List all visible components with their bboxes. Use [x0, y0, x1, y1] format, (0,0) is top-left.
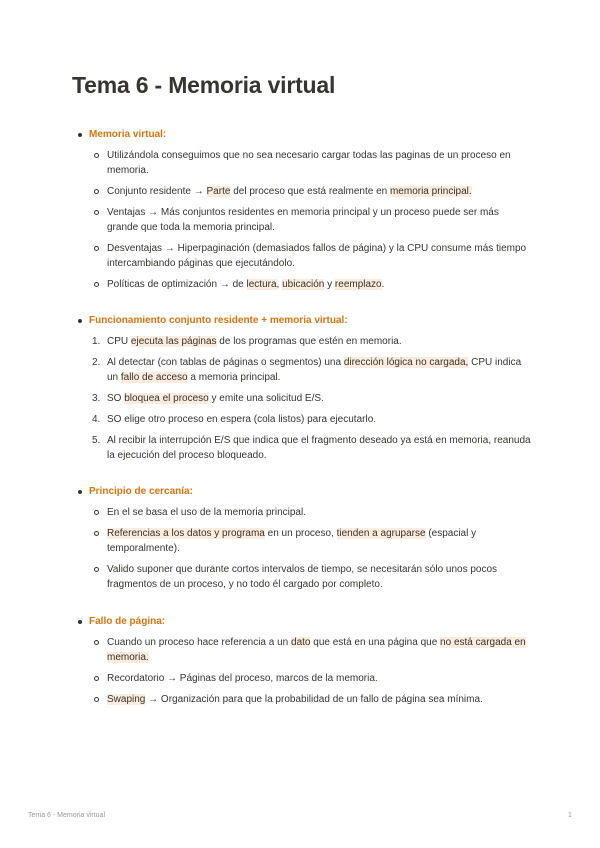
list-item: [72, 148, 532, 178]
item-text: Conjunto residente →: [107, 186, 207, 197]
item-text: CPU: [107, 336, 131, 347]
item-text: Utilizándola conseguimos que no sea necesario cargar todas las paginas de un proceso en memoria.: [107, 150, 511, 176]
item-text: del proceso que está realmente en: [230, 186, 390, 197]
list-item: [72, 505, 532, 520]
section-title: Memoria virtual:: [72, 128, 532, 142]
highlighted-text: bloquea el proceso: [124, 393, 209, 404]
list-number: 4.: [92, 414, 101, 425]
item-text: ,: [276, 279, 283, 290]
list-item: [72, 277, 532, 292]
highlighted-text: lectura: [246, 279, 277, 290]
section-list: [72, 334, 532, 463]
section-title: Funcionamiento conjunto residente + memoria virtual:: [72, 314, 532, 328]
list-item: [72, 526, 532, 556]
highlighted-text: memoria principal.: [389, 186, 472, 197]
list-item: [72, 671, 532, 686]
highlighted-text: dirección lógica no cargada,: [343, 357, 469, 368]
section-funcionamiento: [72, 314, 532, 469]
item-text: Políticas de optimización → de: [107, 279, 247, 290]
item-text: → Organización para que la probabilidad de un fallo de página sea mínima.: [145, 694, 483, 705]
item-text: Valido suponer que durante cortos intervalos de tiempo, se necesitarán sólo unos pocos fragmentos de un proceso, y no todo él cargado por completo.: [107, 564, 498, 590]
section-principio-cercania: [72, 485, 532, 598]
highlighted-text: ubicación: [282, 279, 325, 290]
list-item: [72, 184, 532, 199]
list-number: 3.: [92, 393, 101, 404]
list-item: [72, 433, 532, 463]
footer-title: Tema 6 - Memoria virtual: [28, 812, 106, 819]
highlighted-text: Swaping: [107, 694, 146, 705]
item-text: de los programas que estén en memoria.: [216, 336, 402, 347]
highlighted-text: ejecuta las páginas: [130, 336, 217, 347]
item-text: Al detectar (con tablas de páginas o segmentos) una: [107, 357, 344, 368]
list-item: [72, 391, 532, 406]
list-item: [72, 241, 532, 271]
section-memoria-virtual: [72, 128, 532, 298]
section-list: [72, 635, 532, 707]
highlighted-text: no está cargada en memoria.: [107, 637, 526, 663]
highlighted-text: dato: [291, 637, 311, 648]
item-text: Recordatorio → Páginas del proceso, marcos de la memoria.: [107, 673, 378, 684]
highlighted-text: reemplazo: [334, 279, 382, 290]
item-text: y emite una solicitud E/S.: [208, 393, 324, 404]
section-title: Fallo de página:: [72, 615, 532, 629]
item-text: SO: [107, 393, 125, 404]
list-number: 5.: [92, 435, 101, 446]
highlighted-text: Parte: [206, 186, 231, 197]
highlighted-text: tienden a agruparse: [336, 528, 426, 539]
item-text: que está en una página que: [310, 637, 441, 648]
list-number: 2.: [92, 357, 101, 368]
item-text: SO elige otro proceso en espera (cola listos) para ejecutarlo.: [107, 414, 377, 425]
list-item: [72, 334, 532, 349]
item-text: Cuando un proceso hace referencia a un: [107, 637, 292, 648]
section-list: [72, 505, 532, 592]
item-text: Al recibir la interrupción E/S que indica que el fragmento deseado ya está en memoria, reanuda la ejecución del proceso bloqueado.: [107, 435, 531, 461]
list-item: [72, 205, 532, 235]
list-item: [72, 355, 532, 385]
highlighted-text: fallo de acceso: [120, 372, 188, 383]
list-item: [72, 562, 532, 592]
footer-page-number: 1: [568, 812, 572, 819]
section-list: [72, 148, 532, 292]
item-text: .: [381, 279, 385, 290]
section-fallo-pagina: [72, 615, 532, 713]
list-number: 1.: [92, 336, 101, 347]
item-text: y: [324, 279, 335, 290]
section-title: Principio de cercanía:: [72, 485, 532, 499]
item-text: Desventajas → Hiperpaginación (demasiados fallos de página) y la CPU consume más tiempo intercambiando páginas que ejecutándolo.: [107, 243, 527, 269]
highlighted-text: Referencias a los datos y programa: [107, 528, 265, 539]
list-item: [72, 412, 532, 427]
item-text: En el se basa el uso de la memoria principal.: [107, 507, 306, 518]
page-title: Tema 6 - Memoria virtual: [72, 72, 336, 98]
item-text: CPU indica un: [107, 357, 522, 383]
item-text: a memoria principal.: [187, 372, 281, 383]
list-item: [72, 635, 532, 665]
item-text: en un proceso,: [264, 528, 337, 539]
item-text: Ventajas → Más conjuntos residentes en memoria principal y un proceso puede ser más grande que toda la memoria principal.: [107, 207, 499, 233]
item-text: (espacial y temporalmente).: [107, 528, 477, 554]
list-item: [72, 692, 532, 707]
